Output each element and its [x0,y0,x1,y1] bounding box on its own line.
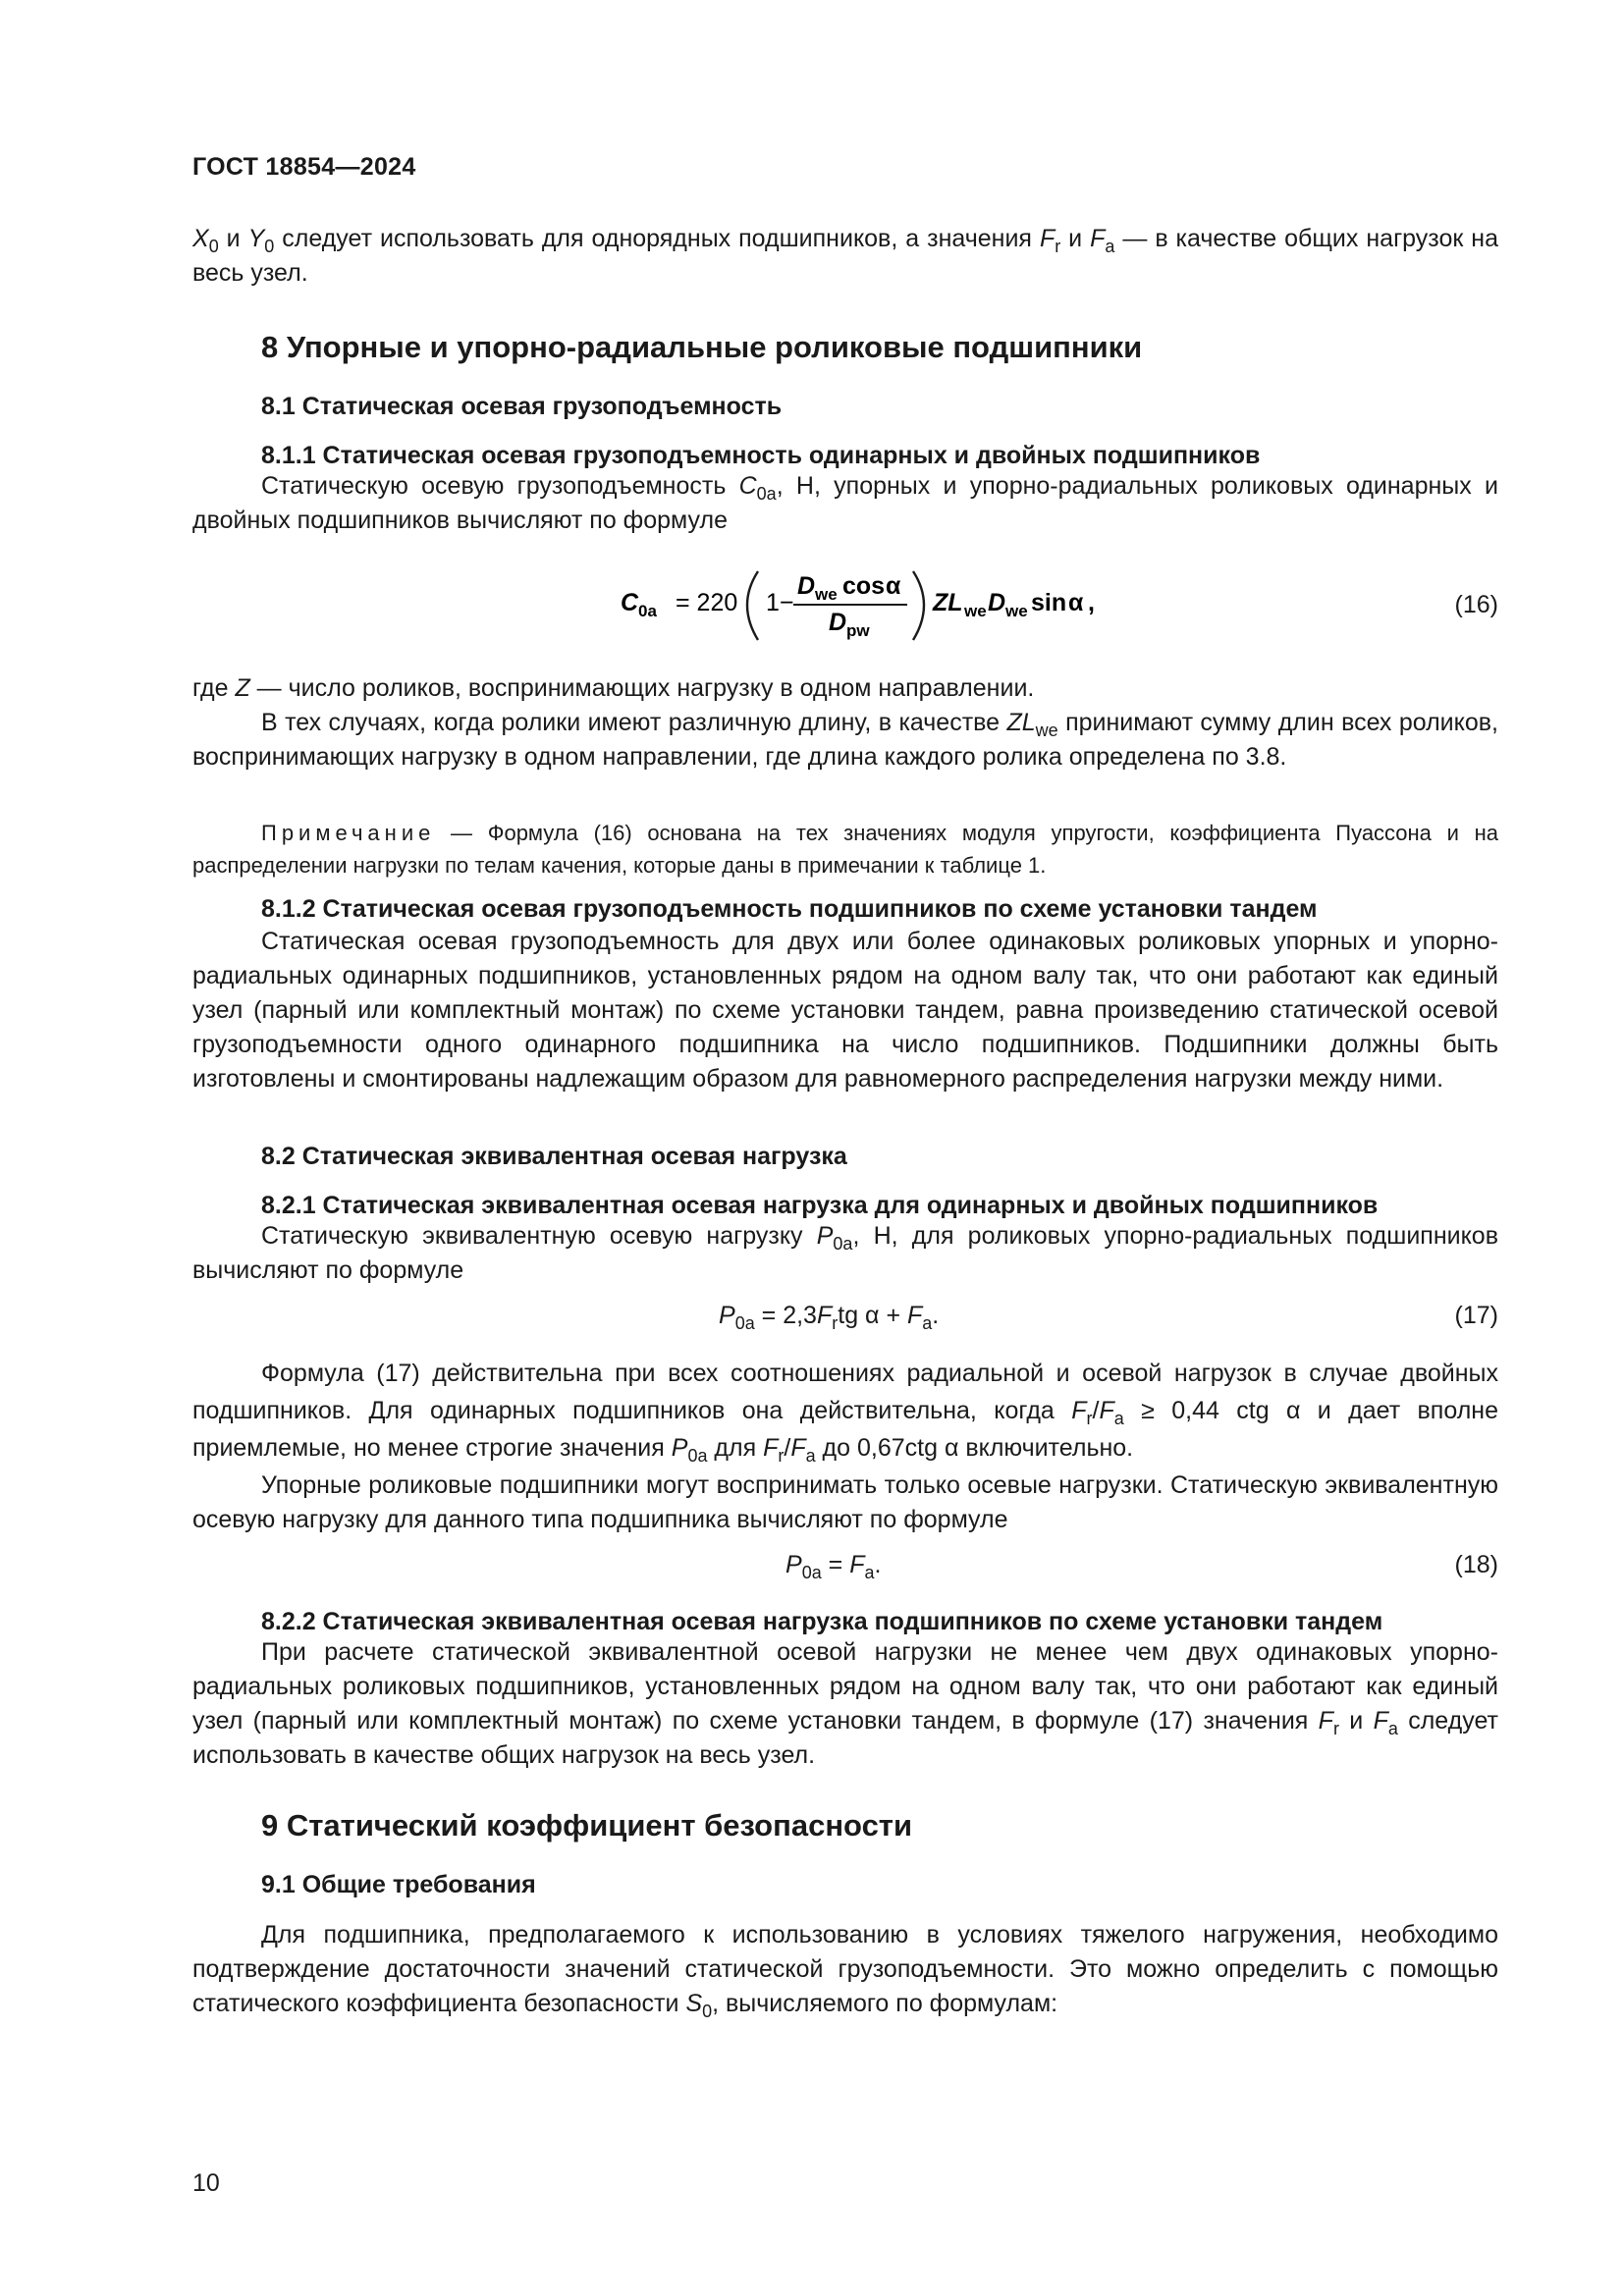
section-8-1-1-paragraph: Статическую осевую грузоподъемность $C_{0a}$, Н, упорных и упорно-радиальных роликовых одинарных и двойных подшипников вычисляют по формуле [192,472,1498,534]
formula-18-number: (18) [1454,1551,1498,1578]
f16-zl-sub: we [964,602,987,620]
formula-16-number: (16) [1454,591,1498,618]
note-paragraph: Примечание — Формула (16) основана на тех значениях модуля упругости, коэффициента Пуассона и на распределении нагрузки по телам качения, которые даны в примечании к таблице 1. [192,821,1498,878]
section-8-1-2-title: 8.1.2 Статическая осевая грузоподъемность подшипников по схеме установки тандем [261,895,1318,923]
f16-end: , [1088,589,1095,616]
section-8-2-1-paragraph-3: Упорные роликовые подшипники могут воспринимать только осевые нагрузки. Статическую эквивалентную осевую нагрузку для данного типа подшипника вычисляют по формуле [192,1471,1498,1533]
f16-right-paren [913,571,924,640]
f16-num-sub: we [815,585,838,604]
formula-17 [192,1302,1498,1361]
section-9-1-title: 9.1 Общие требования [261,1871,536,1898]
section-8-1-2-paragraph: Статическая осевая грузоподъемность для двух или более одинаковых роликовых упорных и упорно-радиальных одинарных подшипников, установленных рядом на одном валу так, что они работают как единый узел (парный или комплектный монтаж) по схеме установки тандем, равна произведению статической осевой грузоподъемности одного одинарного подшипника на число подшипников. Подшипники должны быть изготовлены и смонтированы надлежащим образом для равномерного распределения нагрузки между ними. [192,928,1498,1093]
f16-den-sub: pw [846,621,870,640]
f16-d: D [988,589,1006,616]
f16-alpha: α [1068,589,1084,616]
section-8-2-2-title: 8.2.2 Статическая эквивалентная осевая нагрузка подшипников по схеме установки тандем [261,1608,1383,1635]
f16-lhs-sub: 0a [638,602,657,620]
f16-left-paren [747,571,758,640]
f16-zl: ZL [933,589,963,616]
formula-17-number: (17) [1454,1302,1498,1329]
f16-lhs: C [621,589,639,616]
section-8-1-1-title: 8.1.1 Статическая осевая грузоподъемность одинарных и двойных подшипников [261,442,1261,469]
f16-sin: sin [1031,589,1067,616]
formula-18 [192,1551,1498,1610]
section-8-2-1-title: 8.2.1 Статическая эквивалентная осевая нагрузка для одинарных и двойных подшипников [261,1192,1379,1219]
section-8-2-2-paragraph: При расчете статической эквивалентной осевой нагрузки не менее чем двух одинаковых упорно-радиальных роликовых подшипников, установленных рядом на одном валу так, что они работают как единый узел (парный или комплектный монтаж) по схеме установки тандем, в формуле (17) значения $F_r$ и $F_a$ следует использовать в качестве общих нагрузок на весь узел. [192,1638,1498,1769]
formula-16 [192,560,1498,648]
f16-one-minus: 1− [766,589,794,616]
page-number: 10 [192,2169,220,2197]
section-8-title: 8 Упорные и упорно-радиальные роликовые подшипники [261,330,1143,364]
intro-paragraph: $X_0$ и $Y_0$ следует использовать для однорядных подшипников, а значения $F_r$ и $F_a$ — в качестве общих нагрузок на весь узел. [192,225,1499,287]
f16-d-sub: we [1005,602,1028,620]
f16-den-d: D [829,609,847,636]
formula-17-expression: $P_{0a} = 2,3F_rtg$ $\alpha + F_a$. [719,1302,940,1333]
section-8-2-title: 8.2 Статическая эквивалентная осевая нагрузка [261,1143,847,1170]
section-8-1-title: 8.1 Статическая осевая грузоподъемность [261,393,783,420]
length-paragraph: В тех случаях, когда ролики имеют различную длину, в качестве $ZL_{we}$ принимают сумму длин всех роликов, воспринимающих нагрузку в одном направлении, где длина каждого ролика определена по 3.8. [192,709,1498,771]
section-8-2-1-paragraph-2: Формула (17) действительна при всех соотношениях радиальной и осевой нагрузок в случае двойных подшипников. Для одинарных подшипников она действительна, когда $F_r/F_a \ge 0,44$ ctg α и дает вполне приемлемые, но менее строгие значения $P_{0a}$ для $F_r/F_a$ до 0,67ctg α включительно. [192,1360,1498,1466]
section-9-title: 9 Статический коэффициент безопасности [261,1808,913,1842]
f16-num-alpha: α [886,572,901,600]
section-9-1-paragraph: Для подшипника, предполагаемого к использованию в условиях тяжелого нагружения, необходимо подтверждение достаточности значений статической грузоподъемности. Это можно определить с помощью статического коэффициента безопасности $S_0$, вычисляемого по формулам: [192,1921,1498,2021]
standard-header: ГОСТ 18854—2024 [192,153,416,181]
f16-num-cos: cos [842,572,886,600]
f16-num-d: D [797,572,816,600]
where-z-paragraph: где Z — число роликов, воспринимающих нагрузку в одном направлении. [192,674,1035,702]
formula-16-expression [621,560,1131,648]
formula-18-expression: $P_{0a} = F_a$. [785,1551,882,1582]
section-8-2-1-paragraph-1: Статическую эквивалентную осевую нагрузку $P_{0a}$, Н, для роликовых упорно-радиальных подшипников вычисляют по формуле [192,1222,1498,1284]
f16-eq: = 220 [676,589,738,616]
